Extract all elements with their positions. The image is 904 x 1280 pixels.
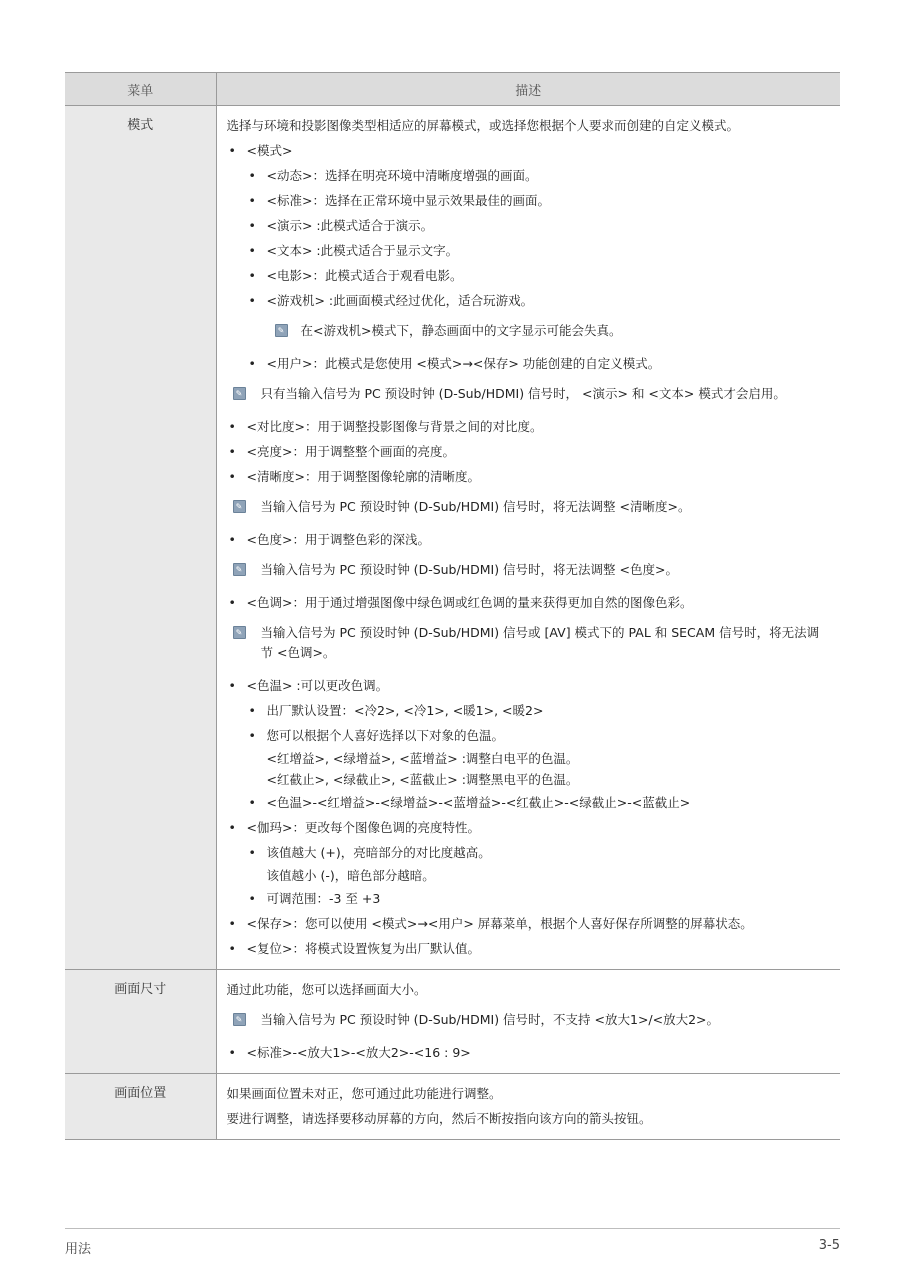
list-item: • <色温>-<红增益>-<绿增益>-<蓝增益>-<红截止>-<绿截止>-<蓝截止> (227, 790, 831, 815)
list-item: • <电影>：此模式适合于观看电影。 (227, 263, 831, 288)
list-item: • 该值越大 (+)，亮暗部分的对比度越高。 (227, 840, 831, 865)
note-icon: ✎ (275, 324, 288, 337)
list-item: • <模式> (227, 138, 831, 163)
footer-section-label: 用法 (65, 1242, 92, 1257)
bullet-dot: • (248, 728, 256, 743)
note-color: ✎ 当输入信号为 PC 预设时钟 (D-Sub/HDMI) 信号时，将无法调整 <色度>。 (227, 560, 831, 580)
note-pc-signal: ✎ 只有当输入信号为 PC 预设时钟 (D-Sub/HDMI) 信号时， <演示> 和 <文本> 模式才会启用。 (227, 384, 831, 404)
note-icon: ✎ (233, 563, 246, 576)
bullet-dot: • (228, 678, 236, 693)
bullet-dot: • (228, 143, 236, 158)
note-icon: ✎ (233, 387, 246, 400)
list-item: • <动态>：选择在明亮环境中清晰度增强的画面。 (227, 163, 831, 188)
position-line-1: 如果画面位置未对正，您可通过此功能进行调整。 (226, 1086, 502, 1101)
note-icon: ✎ (233, 626, 246, 639)
list-item: • <标准>-<放大1>-<放大2>-<16 : 9> (227, 1040, 831, 1065)
note-sharpness: ✎ 当输入信号为 PC 预设时钟 (D-Sub/HDMI) 信号时，将无法调整 <清晰度>。 (227, 497, 831, 517)
list-item: • <标准>：选择在正常环境中显示效果最佳的画面。 (227, 188, 831, 213)
list-item: • 可调范围：-3 至 +3 (227, 886, 831, 911)
page-number: 3-5 (818, 1238, 840, 1253)
bullet-dot: • (228, 444, 236, 459)
list-item: • <伽玛>：更改每个图像色调的亮度特性。 (227, 815, 831, 840)
table-row-picture-size (65, 970, 840, 1074)
note-icon: ✎ (233, 500, 246, 513)
bullet-dot: • (228, 820, 236, 835)
bullet-dot: • (228, 916, 236, 931)
color-temp-cutoff: <红截止>, <绿截止>, <蓝截止> :调整黑电平的色温。 (266, 772, 579, 787)
header-menu: 菜单 (65, 73, 216, 106)
list-item: • <保存>：您可以使用 <模式>→<用户> 屏幕菜单，根据个人喜好保存所调整的屏幕状态。 (227, 911, 831, 936)
bullet-dot: • (228, 419, 236, 434)
mode-intro: 选择与环境和投影图像类型相适应的屏幕模式，或选择您根据个人要求而创建的自定义模式。 (226, 118, 740, 133)
list-item: • <用户>：此模式是您使用 <模式>→<保存> 功能创建的自定义模式。 (227, 351, 831, 376)
list-item: • <文本> :此模式适合于显示文字。 (227, 238, 831, 263)
bullet-dot: • (248, 795, 256, 810)
menu-cell-picture-size: 画面尺寸 (65, 970, 216, 1074)
desc-cell-picture-size (216, 970, 840, 1074)
note-tint: ✎ 当输入信号为 PC 预设时钟 (D-Sub/HDMI) 信号或 [AV] 模式下的 PAL 和 SECAM 信号时，将无法调节 <色调>。 (227, 623, 831, 663)
bullet-dot: • (248, 168, 256, 183)
bullet-dot: • (248, 218, 256, 233)
list-item: • <游戏机> :此画面模式经过优化，适合玩游戏。 (227, 288, 831, 313)
list-item: • <色调>：用于通过增强图像中绿色调或红色调的量来获得更加自然的图像色彩。 (227, 590, 831, 615)
list-item: • <色度>：用于调整色彩的深浅。 (227, 527, 831, 552)
header-description: 描述 (216, 73, 840, 106)
list-item: • <复位>：将模式设置恢复为出厂默认值。 (227, 936, 831, 961)
bullet-dot: • (248, 356, 256, 371)
list-item: • <演示> :此模式适合于演示。 (227, 213, 831, 238)
table-header-row (65, 73, 840, 106)
table-row-mode (65, 106, 840, 970)
bullet-dot: • (228, 595, 236, 610)
table-row-picture-position (65, 1074, 840, 1140)
note-icon: ✎ (233, 1013, 246, 1026)
list-item: • 出厂默认设置：<冷2>, <冷1>, <暖1>, <暖2> (227, 698, 831, 723)
desc-cell-picture-position (216, 1074, 840, 1140)
bullet-dot: • (228, 532, 236, 547)
bullet-dot: • (228, 469, 236, 484)
color-temp-gain: <红增益>, <绿增益>, <蓝增益> :调整白电平的色温。 (266, 751, 579, 766)
list-item: • <清晰度>：用于调整图像轮廓的清晰度。 (227, 464, 831, 489)
bullet-dot: • (228, 1045, 236, 1060)
gamma-low: 该值越小 (-)，暗色部分越暗。 (266, 868, 435, 883)
bullet-dot: • (248, 268, 256, 283)
size-intro: 通过此功能，您可以选择画面大小。 (226, 982, 427, 997)
bullet-dot: • (248, 703, 256, 718)
list-item: • <色温> :可以更改色调。 (227, 673, 831, 698)
bullet-dot: • (248, 845, 256, 860)
list-item: • <亮度>：用于调整整个画面的亮度。 (227, 439, 831, 464)
bullet-dot: • (228, 941, 236, 956)
menu-cell-picture-position: 画面位置 (65, 1074, 216, 1140)
note-size: ✎ 当输入信号为 PC 预设时钟 (D-Sub/HDMI) 信号时，不支持 <放大1>/<放大2>。 (227, 1010, 831, 1030)
menu-cell-mode: 模式 (65, 106, 216, 970)
desc-cell-mode (216, 106, 840, 970)
footer-divider (65, 1228, 840, 1229)
position-line-2: 要进行调整，请选择要移动屏幕的方向，然后不断按指向该方向的箭头按钮。 (226, 1111, 652, 1126)
bullet-dot: • (248, 193, 256, 208)
bullet-dot: • (248, 891, 256, 906)
list-item: • <对比度>：用于调整投影图像与背景之间的对比度。 (227, 414, 831, 439)
list-item: • 您可以根据个人喜好选择以下对象的色温。 (227, 723, 831, 748)
bullet-dot: • (248, 243, 256, 258)
note-game-mode: ✎ 在<游戏机>模式下，静态画面中的文字显示可能会失真。 (227, 321, 831, 341)
settings-table (65, 72, 840, 1140)
bullet-dot: • (248, 293, 256, 308)
